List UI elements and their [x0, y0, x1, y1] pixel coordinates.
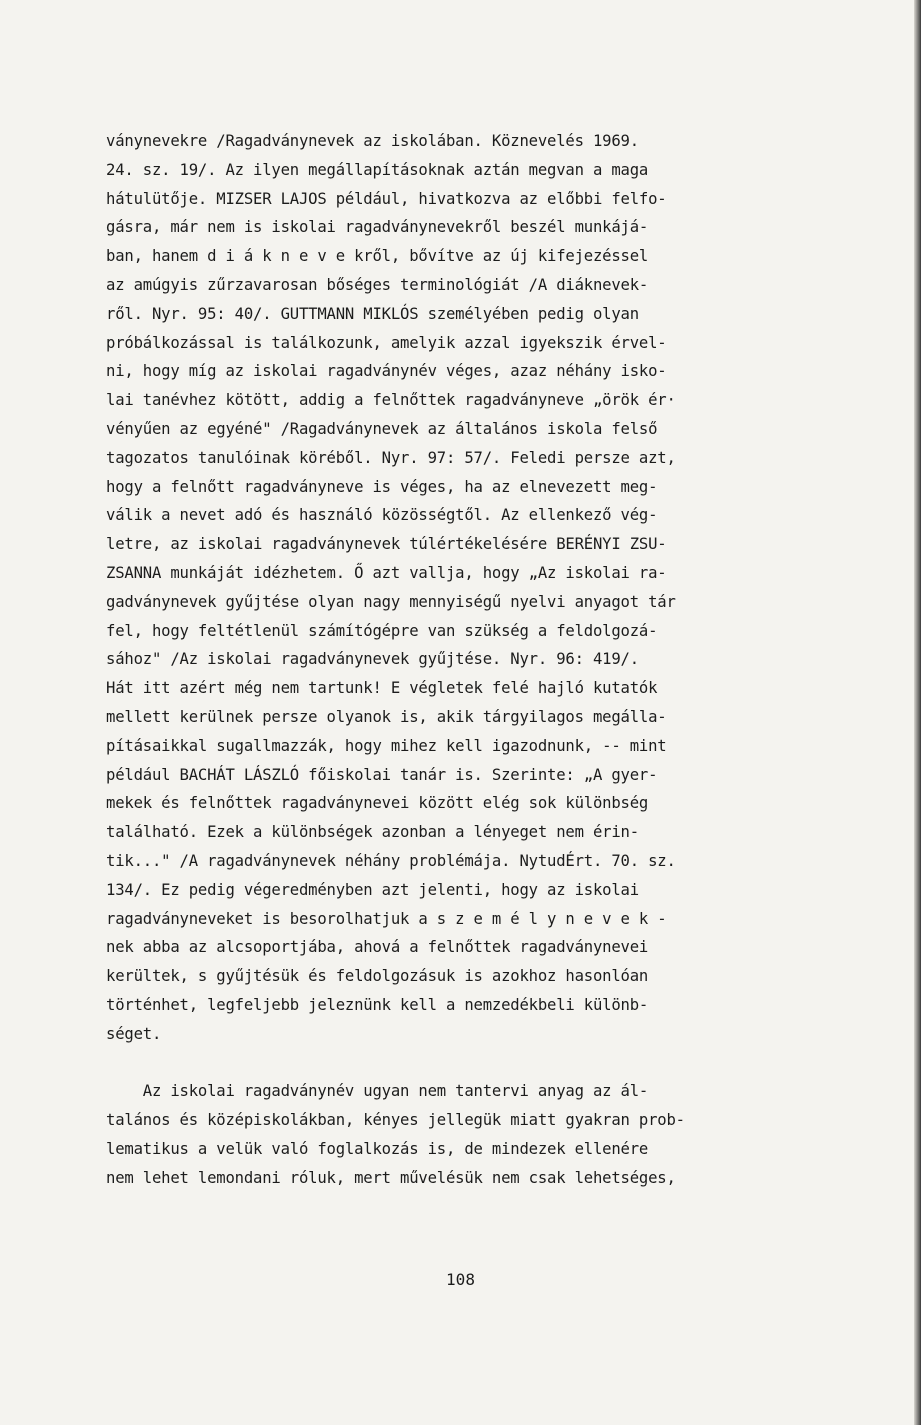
text-line: ről. Nyr. 95: 40/. GUTTMANN MIKLÓS személyében pedig olyan — [106, 304, 639, 323]
text-line: pításaikkal sugallmazzák, hogy mihez kell igazodnunk, -- mint — [106, 736, 667, 755]
text-line: gadványnevek gyűjtése olyan nagy mennyiségű nyelvi anyagot tár — [106, 592, 676, 611]
text-line: 134/. Ez pedig végeredményben azt jelenti, hogy az iskolai — [106, 880, 639, 899]
text-line: ZSANNA munkáját idézhetem. Ő azt vallja, hogy „Az iskolai ra- — [106, 563, 667, 582]
text-line: próbálkozással is találkozunk, amelyik azzal igyekszik érvel- — [106, 333, 667, 352]
text-line: hátulütője. MIZSER LAJOS például, hivatkozva az előbbi felfo- — [106, 189, 667, 208]
text-line: hogy a felnőtt ragadványneve is véges, ha az elnevezett meg- — [106, 477, 658, 496]
text-line: ban, hanem d i á k n e v e kről, bővítve az új kifejezéssel — [106, 247, 649, 266]
text-line: például BACHÁT LÁSZLÓ főiskolai tanár is. Szerinte: „A gyer- — [106, 765, 658, 784]
text-line — [106, 1049, 876, 1078]
text-line: mellett kerülnek persze olyanok is, akik tárgyilagos megálla- — [106, 707, 667, 726]
body-text — [106, 127, 876, 1192]
text-line: nem lehet lemondani róluk, mert művelésük nem csak lehetséges, — [106, 1168, 676, 1187]
text-line: ni, hogy míg az iskolai ragadványnév véges, azaz néhány isko- — [106, 362, 667, 381]
scan-edge-shadow — [914, 0, 921, 1425]
text-line: lai tanévhez kötött, addig a felnőttek ragadványneve „örök ér· — [106, 391, 676, 410]
text-line: fel, hogy feltétlenül számítógépre van szükség a feldolgozá- — [106, 621, 658, 640]
text-line: az amúgyis zűrzavarosan bőséges terminológiát /A diáknevek- — [106, 275, 649, 294]
text-line: válik a nevet adó és használó közösségtől. Az ellenkező vég- — [106, 506, 658, 525]
text-line: tik..." /A ragadványnevek néhány problémája. NytudÉrt. 70. sz. — [106, 851, 676, 870]
text-line: talános és középiskolákban, kényes jellegük miatt gyakran prob- — [106, 1111, 685, 1130]
text-line: Az iskolai ragadványnév ugyan nem tantervi anyag az ál- — [106, 1082, 649, 1101]
text-line: történhet, legfeljebb jeleznünk kell a nemzedékbeli különb- — [106, 995, 649, 1014]
text-line: nek abba az alcsoportjába, ahová a felnőttek ragadványnevei — [106, 938, 649, 957]
text-line: ragadványneveket is besorolhatjuk a s z e m é l y n e v e k - — [106, 909, 667, 928]
text-line: ványnevekre /Ragadványnevek az iskolában. Köznevelés 1969. — [106, 132, 639, 150]
text-line: sához" /Az iskolai ragadványnevek gyűjtése. Nyr. 96: 419/. — [106, 650, 639, 669]
text-line: kerültek, s gyűjtésük és feldolgozásuk is azokhoz hasonlóan — [106, 967, 649, 986]
text-line: mekek és felnőttek ragadványnevei között elég sok különbség — [106, 794, 649, 813]
text-line: tagozatos tanulóinak köréből. Nyr. 97: 57/. Feledi persze azt, — [106, 448, 676, 467]
text-line: letre, az iskolai ragadványnevek túlértékelésére BERÉNYI ZSU- — [106, 535, 667, 554]
text-line: gásra, már nem is iskolai ragadványnevekről beszél munkájá- — [106, 218, 649, 237]
text-line: 24. sz. 19/. Az ilyen megállapításoknak aztán megvan a maga — [106, 160, 649, 179]
text-line: Hát itt azért még nem tartunk! E végletek felé hajló kutatók — [106, 679, 658, 698]
text-line: vényűen az egyéné" /Ragadványnevek az általános iskola felső — [106, 419, 658, 438]
page-number: 108 — [446, 1270, 475, 1289]
text-line: séget. — [106, 1024, 162, 1043]
text-line: lematikus a velük való foglalkozás is, de mindezek ellenére — [106, 1139, 649, 1158]
text-line: található. Ezek a különbségek azonban a lényeget nem érin- — [106, 823, 639, 842]
